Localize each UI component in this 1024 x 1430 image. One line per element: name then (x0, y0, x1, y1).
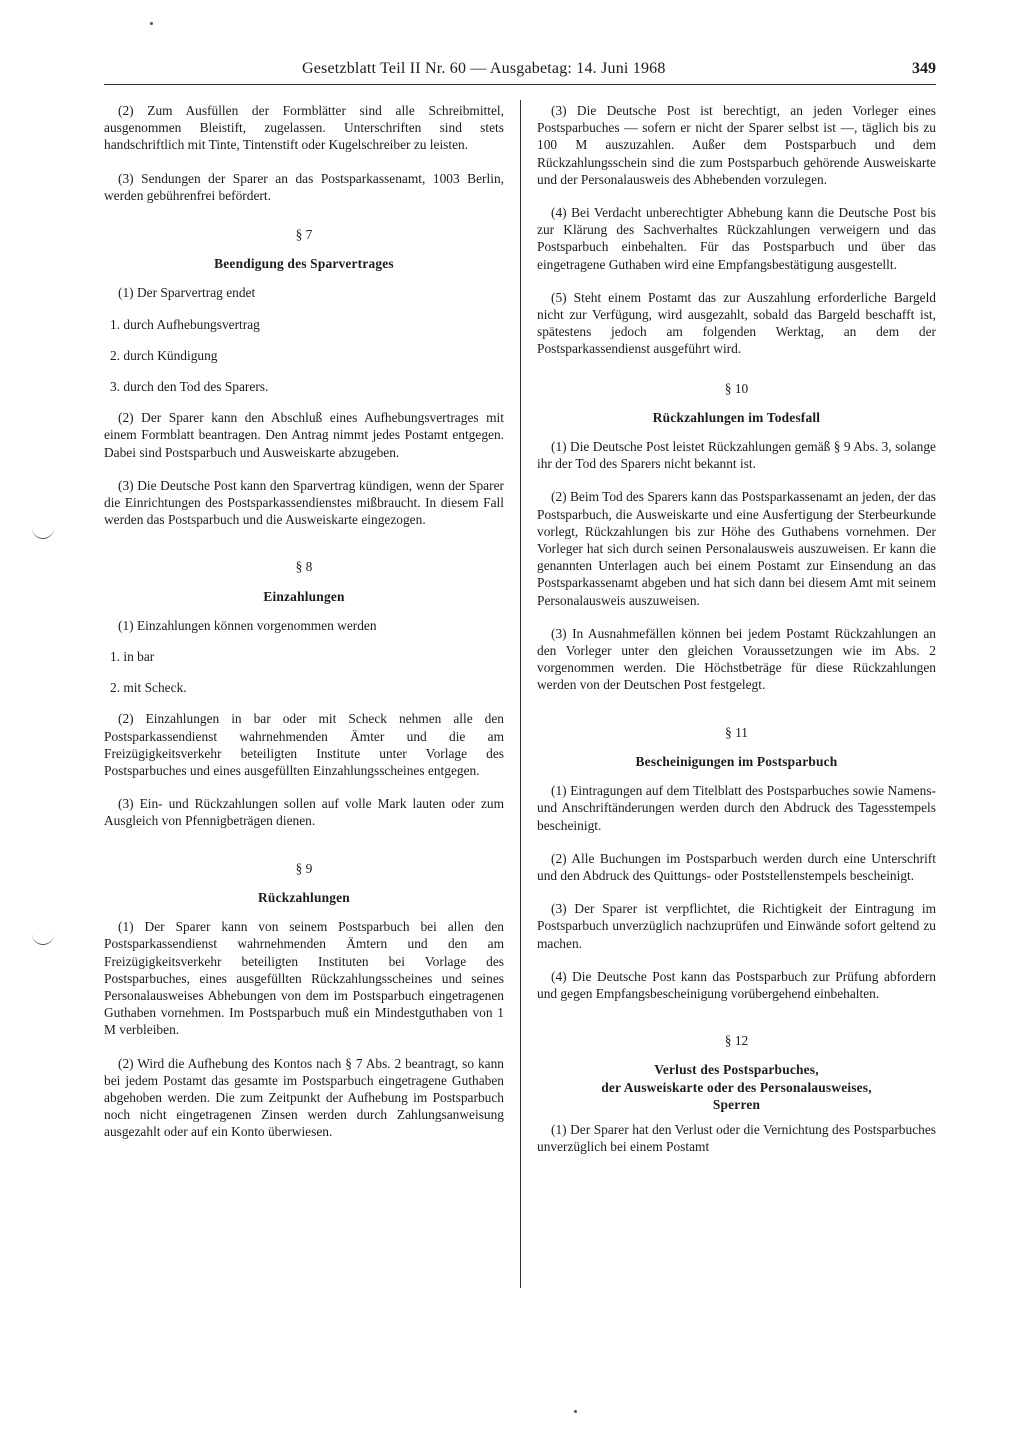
paragraph: (2) Zum Ausfüllen der Formblätter sind alle Schreibmittel, ausgenommen Bleistift, zugelassen. Unterschriften sind stets handschriftlich mit Tinte, Tintenstift oder Kugelschreiber zu leisten. (104, 103, 504, 153)
paragraph: (3) Sendungen der Sparer an das Postsparkassenamt, 1003 Berlin, werden gebührenfrei befördert. (104, 170, 504, 203)
paragraph: (2) Einzahlungen in bar oder mit Scheck nehmen alle den Postsparkassendienst wahrnehmenden Ämter und die am Freizügigkeitsverkehr beteiligten Institute unter Vorlage des Postsparbuches und eines ausgefüllten Einzahlungsscheines entgegen. (104, 711, 504, 779)
paragraph: (2) Wird die Aufhebung des Kontos nach § 7 Abs. 2 beantragt, so kann bei jedem Postamt das gesamte im Postsparbuch eingetragene Guthaben abgehoben werden. Die zum Zeitpunkt der Aufhebung im Postsparbuch noch nicht eingetragenen Zinsen werden durch Zahlungsanweisung ausgezahlt oder auf ein Konto überwiesen. (104, 1055, 504, 1140)
paragraph: (4) Die Deutsche Post kann das Postsparbuch zur Prüfung abfordern und gegen Empfangsbescheinigung vorübergehend einbehalten. (537, 968, 936, 1001)
paragraph: (2) Beim Tod des Sparers kann das Postsparkassenamt an jeden, der das Postsparbuch, die Ausweiskarte und eine Ausfertigung der Sterbeurkunde vorlegt, Rückzahlungen bis zur Höhe des Guthabens vornehmen. Der Vorleger hat sich durch seinen Personalausweis auszuweisen. Er kann die genannten Unterlagen auch bei einem Postamt zur Einsendung an das Postsparkassenamt abgeben und hat sich dann bei diesem Amt mit seinem Personalausweis auszuweisen. (537, 489, 936, 608)
paragraph: (1) Der Sparer kann von seinem Postsparbuch bei allen den Postsparkassendienst wahrnehmenden Ämtern und den am Freizügigkeitsverkehr beteiligten Instituten bei Vorlage des Postsparbuches, eines ausgefüllten Rückzahlungsscheines und seines Personalausweises Abhebungen von dem im Postsparbuch eingetragenen Guthaben vornehmen. Im Postsparbuch muß ein Mindestguthaben von 1 M verbleiben. (104, 919, 504, 1038)
paragraph: (1) Der Sparvertrag endet (118, 285, 256, 301)
section-title-12-line-3: Sperren (712, 1096, 761, 1112)
paragraph: (1) Einzahlungen können vorgenommen werden (118, 617, 377, 633)
page-number: 349 (912, 60, 936, 77)
section-number-7: § 7 (295, 227, 313, 243)
column-divider (520, 100, 521, 1288)
paragraph: (1) Eintragungen auf dem Titelblatt des Postsparbuches sowie Namens- und Anschriftänderungen werden durch den Abdruck des Tagesstempels bescheinigt. (537, 783, 936, 833)
list-item: 2. mit Scheck. (110, 680, 187, 696)
list-item: 1. durch Aufhebungsvertrag (110, 316, 260, 332)
section-number-12: § 12 (724, 1033, 749, 1049)
right-column (537, 102, 936, 1171)
section-title-12-line-1: Verlust des Postsparbuches, (654, 1062, 819, 1078)
paragraph: (3) Der Sparer ist verpflichtet, die Richtigkeit der Eintragung im Postsparbuch unverzüglich nachzuprüfen und Einwände sofort geltend zu machen. (537, 901, 936, 951)
margin-mark (32, 528, 54, 539)
section-title-11: Bescheinigungen im Postsparbuch (635, 753, 838, 769)
paragraph: (2) Der Sparer kann den Abschluß eines Aufhebungsvertrages mit einem Formblatt beantragen. Den Antrag nimmt jedes Postamt entgegen. Dabei sind Postsparbuch und Ausweiskarte abzugeben. (104, 410, 504, 460)
paragraph: (3) In Ausnahmefällen können bei jedem Postamt Rückzahlungen an den Vorleger unter den gleichen Voraussetzungen wie im Abs. 2 vorgenommen werden. Die Höchstbeträge für diese Rückzahlungen werden von der Deutschen Post festgelegt. (537, 625, 936, 693)
list-item: 1. in bar (110, 649, 155, 665)
list-item: 3. durch den Tod des Sparers. (110, 379, 269, 395)
margin-mark (32, 934, 54, 945)
left-column (104, 102, 504, 1157)
header-title: Gesetzblatt Teil II Nr. 60 — Ausgabetag: 14. Juni 1968 (302, 60, 666, 77)
paragraph: (1) Der Sparer hat den Verlust oder die Vernichtung des Postsparbuches unverzüglich bei einem Postamt (537, 1121, 936, 1155)
paragraph: (1) Die Deutsche Post leistet Rückzahlungen gemäß § 9 Abs. 3, solange ihr der Tod des Sparers nicht bekannt ist. (537, 439, 936, 472)
paragraph: (2) Alle Buchungen im Postsparbuch werden durch eine Unterschrift und den Abdruck des Quittungs- oder Poststellenstempels bescheinigt. (537, 850, 936, 883)
scan-dot (574, 1410, 577, 1413)
section-number-10: § 10 (724, 380, 749, 396)
section-title-12-line-2: der Ausweiskarte oder des Personalausweises, (601, 1079, 872, 1095)
page-header (104, 58, 936, 85)
section-number-8: § 8 (295, 559, 313, 575)
section-title-7: Beendigung des Sparvertrages (214, 256, 394, 272)
section-title-10: Rückzahlungen im Todesfall (652, 409, 821, 425)
section-number-11: § 11 (725, 724, 748, 740)
paragraph: (3) Ein- und Rückzahlungen sollen auf volle Mark lauten oder zum Ausgleich von Pfennigbeträgen dienen. (104, 796, 504, 829)
paragraph: (3) Die Deutsche Post kann den Sparvertrag kündigen, wenn der Sparer die Einrichtungen des Postsparkassendienstes mißbraucht. In diesem Fall werden das Postsparbuch und die Ausweiskarte eingezogen. (104, 477, 504, 528)
section-title-9: Rückzahlungen (258, 889, 350, 905)
paragraph: (4) Bei Verdacht unberechtigter Abhebung kann die Deutsche Post bis zur Klärung des Sachverhaltes Rückzahlungen verweigern und das Postsparbuch einbehalten. Für das Postsparbuch und über das eingetragene Guthaben wird eine Empfangsbestätigung ausgestellt. (537, 205, 936, 272)
section-number-9: § 9 (295, 860, 313, 876)
section-title-8: Einzahlungen (263, 588, 345, 604)
paragraph: (5) Steht einem Postamt das zur Auszahlung erforderliche Bargeld nicht zur Verfügung, wird ausgezahlt, sobald das Bargeld beschafft ist, spätestens jedoch am folgenden Werktag, an dem der Postsparkassendienst ausgeführt wird. (537, 289, 936, 357)
scan-dot (150, 22, 153, 25)
list-item: 2. durch Kündigung (110, 347, 218, 363)
paragraph: (3) Die Deutsche Post ist berechtigt, an jeden Vorleger eines Postsparbuches — sofern er nicht der Sparer selbst ist —, täglich bis zu 100 M auszuzahlen. Außer dem Postsparbuch und dem Rückzahlungsschein sind die zum Postsparbuch gehörende Ausweiskarte und der Personalausweis des Abhebenden vorzulegen. (537, 103, 936, 187)
